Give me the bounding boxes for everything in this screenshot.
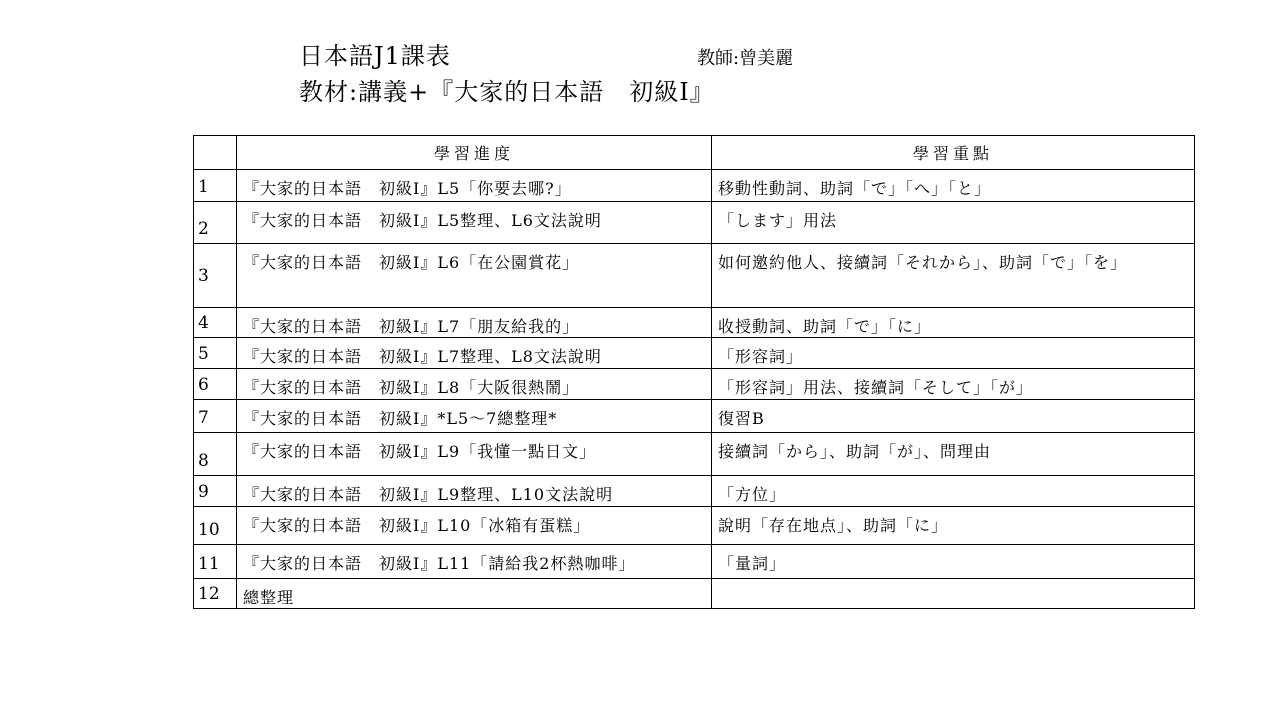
row-progress: 『大家的日本語 初級Ⅰ』L9整理、L10文法說明 <box>237 476 712 507</box>
table-row <box>194 400 1195 433</box>
row-number: 10 <box>194 507 237 545</box>
row-progress: 『大家的日本語 初級Ⅰ』*L5～7總整理* <box>237 400 712 433</box>
header-focus: 學習重點 <box>712 136 1195 170</box>
row-number: 7 <box>194 400 237 433</box>
row-focus: 「します」用法 <box>712 202 1195 244</box>
header-num <box>194 136 237 170</box>
row-focus: 「形容詞」用法、接續詞「そして」「が」 <box>712 369 1195 400</box>
row-number: 2 <box>194 202 237 244</box>
table-row <box>194 545 1195 579</box>
row-progress: 總整理 <box>237 579 712 609</box>
row-focus: 說明「存在地点」、助詞「に」 <box>712 507 1195 545</box>
row-number: 5 <box>194 338 237 369</box>
row-progress: 『大家的日本語 初級Ⅰ』L9「我懂一點日文」 <box>237 433 712 476</box>
row-focus: 如何邀約他人、接續詞「それから」、助詞「で」「を」 <box>712 244 1195 308</box>
teacher-name: 教師:曾美麗 <box>697 48 794 69</box>
table-row <box>194 338 1195 369</box>
table-row <box>194 579 1195 609</box>
row-progress: 『大家的日本語 初級Ⅰ』L8「大阪很熱鬧」 <box>237 369 712 400</box>
row-focus <box>712 579 1195 609</box>
row-progress: 『大家的日本語 初級Ⅰ』L10「冰箱有蛋糕」 <box>237 507 712 545</box>
row-progress: 『大家的日本語 初級Ⅰ』L6「在公園賞花」 <box>237 244 712 308</box>
row-focus: 接續詞「から」、助詞「が」、問理由 <box>712 433 1195 476</box>
course-material: 教材:講義+『大家的日本語 初級Ⅰ』 <box>299 78 715 106</box>
header-progress: 學習進度 <box>237 136 712 170</box>
row-progress: 『大家的日本語 初級Ⅰ』L7「朋友給我的」 <box>237 308 712 338</box>
row-focus: 「形容詞」 <box>712 338 1195 369</box>
row-focus: 復習B <box>712 400 1195 433</box>
row-progress: 『大家的日本語 初級Ⅰ』L7整理、L8文法說明 <box>237 338 712 369</box>
table-row <box>194 170 1195 202</box>
table-header-row <box>194 136 1195 170</box>
schedule-table <box>193 135 1195 609</box>
table-row <box>194 433 1195 476</box>
row-focus: 「量詞」 <box>712 545 1195 579</box>
row-number: 9 <box>194 476 237 507</box>
row-progress: 『大家的日本語 初級Ⅰ』L11「請給我2杯熱咖啡」 <box>237 545 712 579</box>
table-row <box>194 369 1195 400</box>
row-focus: 移動性動詞、助詞「で」「へ」「と」 <box>712 170 1195 202</box>
row-number: 6 <box>194 369 237 400</box>
row-number: 12 <box>194 579 237 609</box>
row-focus: 收授動詞、助詞「で」「に」 <box>712 308 1195 338</box>
table-row <box>194 507 1195 545</box>
table-row <box>194 476 1195 507</box>
page-title: 日本語J1課表 <box>299 42 451 70</box>
row-number: 1 <box>194 170 237 202</box>
row-number: 3 <box>194 244 237 308</box>
row-progress: 『大家的日本語 初級Ⅰ』L5整理、L6文法說明 <box>237 202 712 244</box>
row-number: 11 <box>194 545 237 579</box>
row-progress: 『大家的日本語 初級Ⅰ』L5「你要去哪?」 <box>237 170 712 202</box>
table-row <box>194 202 1195 244</box>
row-number: 8 <box>194 433 237 476</box>
table-row <box>194 308 1195 338</box>
row-number: 4 <box>194 308 237 338</box>
table-row <box>194 244 1195 308</box>
row-focus: 「方位」 <box>712 476 1195 507</box>
